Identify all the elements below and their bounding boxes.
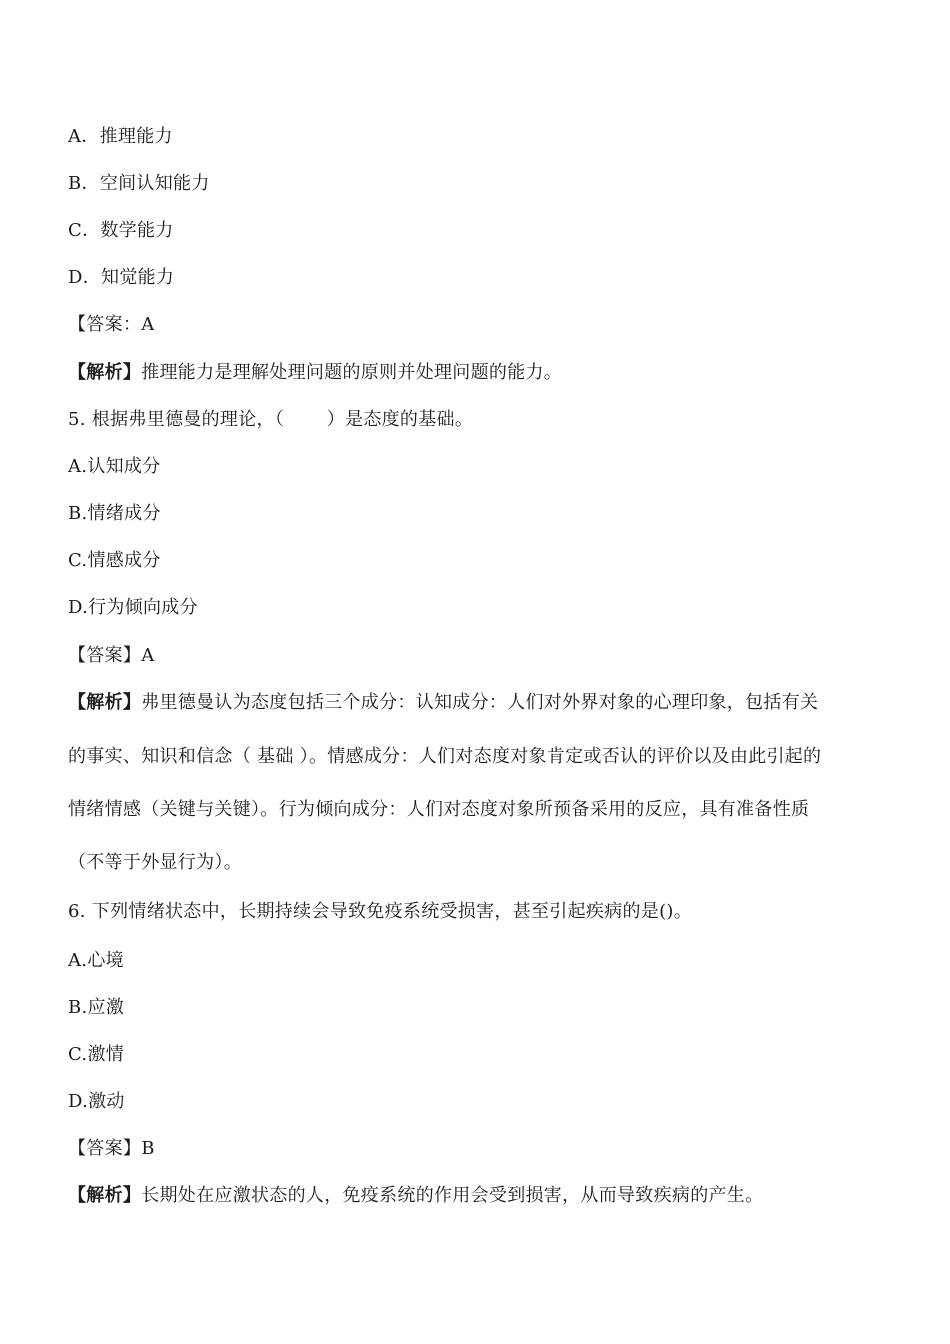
q6-analysis <box>68 1184 763 1208</box>
q5-analysis-text-1: 弗里德曼认为态度包括三个成分：认知成分：人们对外界对象的心理印象，包括有关 <box>141 692 819 713</box>
q5-analysis-label: 【解析】 <box>68 692 142 713</box>
q5-answer-label: 【答案】 <box>68 645 142 666</box>
q5-option-c: C.情感成分 <box>68 550 161 571</box>
q5-answer-value: A <box>141 645 155 666</box>
q4-option-d: D．知觉能力 <box>68 267 175 288</box>
q6-option-c: C.激情 <box>68 1044 125 1065</box>
q5-option-b: B.情绪成分 <box>68 503 161 524</box>
q5-analysis-line-4: （不等于外显行为）。 <box>68 852 242 873</box>
q4-option-a: A．推理能力 <box>68 126 173 147</box>
q6-option-b: B.应激 <box>68 997 125 1018</box>
q4-option-b: B．空间认知能力 <box>68 173 210 194</box>
q6-option-d: D.激动 <box>68 1091 125 1112</box>
q5-analysis-line-3: 情绪情感（关键与关键）。行为倾向成分：人们对态度对象所预备采用的反应，具有准备性质 <box>68 799 810 820</box>
q5-answer <box>68 644 155 668</box>
q5-question: 5. 根据弗里德曼的理论，（ ）是态度的基础。 <box>68 409 474 430</box>
q4-analysis-label: 【解析】 <box>68 362 142 383</box>
q4-answer-label: 【答案： <box>68 314 142 335</box>
q6-answer-value: B <box>141 1138 155 1159</box>
q4-analysis <box>68 361 562 385</box>
q6-answer-label: 【答案】 <box>68 1138 142 1159</box>
q6-answer <box>68 1137 155 1161</box>
q4-option-c: C．数学能力 <box>68 220 174 241</box>
q4-analysis-text: 推理能力是理解处理问题的原则并处理问题的能力。 <box>141 362 563 383</box>
q6-option-a: A.心境 <box>68 950 124 971</box>
q6-analysis-text: 长期处在应激状态的人，免疫系统的作用会受到损害，从而导致疾病的产生。 <box>141 1185 764 1206</box>
q4-answer <box>68 313 155 337</box>
q5-option-d: D.行为倾向成分 <box>68 597 198 618</box>
q5-analysis-line-1 <box>68 691 818 715</box>
q5-option-a: A.认知成分 <box>68 456 161 477</box>
q5-analysis-line-2: 的事实、知识和信念（ 基础 ）。情感成分：人们对态度对象肯定或否认的评价以及由此引起的 <box>68 746 822 767</box>
q6-question: 6. 下列情绪状态中，长期持续会导致免疫系统受损害，甚至引起疾病的是()。 <box>68 901 693 922</box>
q6-analysis-label: 【解析】 <box>68 1185 142 1206</box>
q4-answer-value: A <box>141 314 155 335</box>
